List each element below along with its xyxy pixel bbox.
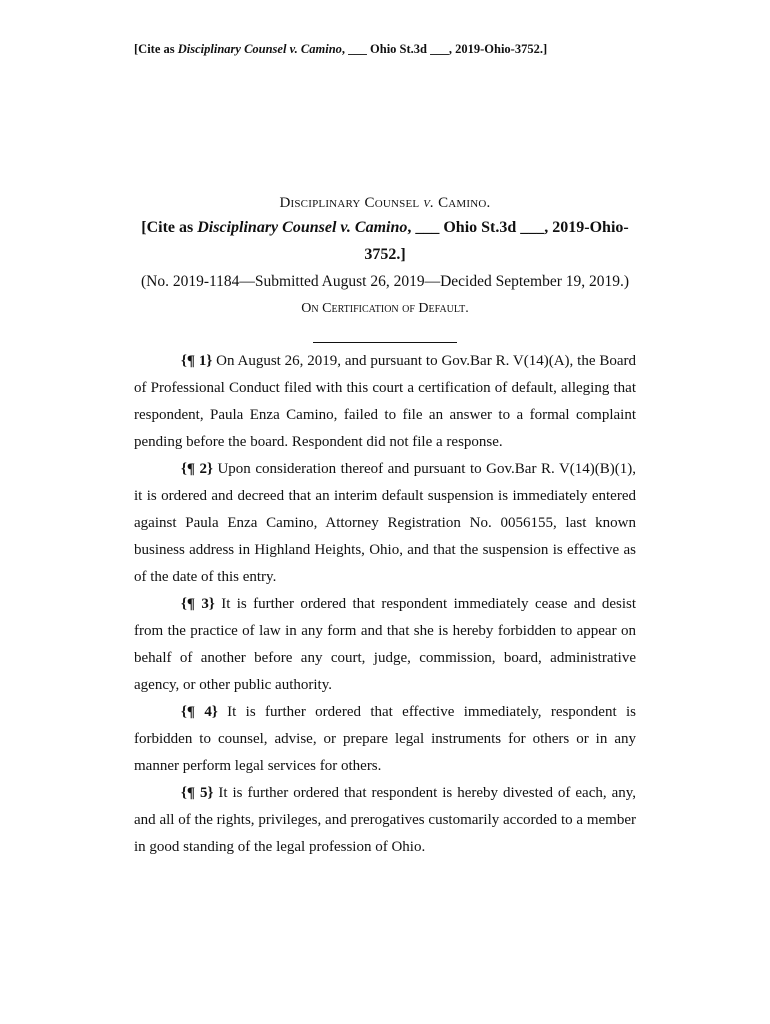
caption-citation-continuation: 3752.] bbox=[364, 246, 406, 263]
case-caption-title bbox=[134, 195, 636, 212]
running-head-citation bbox=[134, 42, 547, 57]
paragraph-5 bbox=[134, 780, 636, 861]
paragraph-text: Upon consideration thereof and pursuant to Gov.Bar R. V(14)(B)(1), it is ordered and decreed that an interim default suspension is immediately entered against Paula Enza Camino, Attorney Registration No. 0056155, last known business address in Highland Heights, Ohio, and that the suspension is effective as of the date of this entry. bbox=[134, 461, 637, 585]
running-head-prefix: [Cite as bbox=[134, 42, 178, 56]
caption-cite-suffix: , ___ Ohio St.3d ___, 2019-Ohio- bbox=[407, 219, 629, 236]
paragraph-text: It is further ordered that respondent immediately cease and desist from the practice of law in any form and that she is hereby forbidden to appear on behalf of another before any court, judge, commission, board, administrative agency, or other public authority. bbox=[134, 596, 636, 693]
paragraph-number: {¶ 5} bbox=[181, 785, 214, 801]
caption-title-part1: Disciplinary Counsel bbox=[279, 195, 424, 211]
paragraph-2 bbox=[134, 456, 636, 591]
paragraph-1 bbox=[134, 348, 636, 456]
docket-line: (No. 2019-1184—Submitted August 26, 2019—Decided September 19, 2019.) bbox=[140, 273, 630, 290]
paragraph-number: {¶ 4} bbox=[181, 704, 218, 720]
paragraph-number: {¶ 1} bbox=[181, 353, 213, 369]
caption-cite-case: Disciplinary Counsel v. Camino bbox=[197, 219, 408, 236]
paragraph-3 bbox=[134, 591, 636, 699]
paragraph-text: It is further ordered that effective immediately, respondent is forbidden to counsel, advise, or prepare legal instruments for others or in any manner perform legal services for others. bbox=[134, 704, 636, 774]
paragraph-4 bbox=[134, 699, 636, 780]
paragraph-number: {¶ 2} bbox=[181, 461, 213, 477]
paragraph-text: It is further ordered that respondent is hereby divested of each, any, and all of the rights, privileges, and prerogatives customarily accorded to a member in good standing of the legal profession of Ohio. bbox=[134, 785, 637, 855]
caption-title-part2: Camino. bbox=[434, 195, 491, 211]
caption-citation bbox=[134, 219, 636, 237]
caption-cite-prefix: [Cite as bbox=[141, 219, 198, 236]
paragraph-number: {¶ 3} bbox=[181, 596, 215, 612]
running-head-suffix: , ___ Ohio St.3d ___, 2019-Ohio-3752.] bbox=[341, 42, 548, 56]
running-head-case-name: Disciplinary Counsel v. Camino bbox=[177, 42, 342, 56]
opinion-body bbox=[134, 348, 636, 861]
procedural-posture: On Certification of Default. bbox=[301, 301, 469, 316]
separator-rule bbox=[313, 342, 457, 343]
caption-title-versus: v. bbox=[423, 195, 435, 211]
paragraph-text: On August 26, 2019, and pursuant to Gov.Bar R. V(14)(A), the Board of Professional Conduct filed with this court a certification of default, alleging that respondent, Paula Enza Camino, failed to file an answer to a formal complaint pending before the board. Respondent did not file a response. bbox=[134, 353, 636, 450]
